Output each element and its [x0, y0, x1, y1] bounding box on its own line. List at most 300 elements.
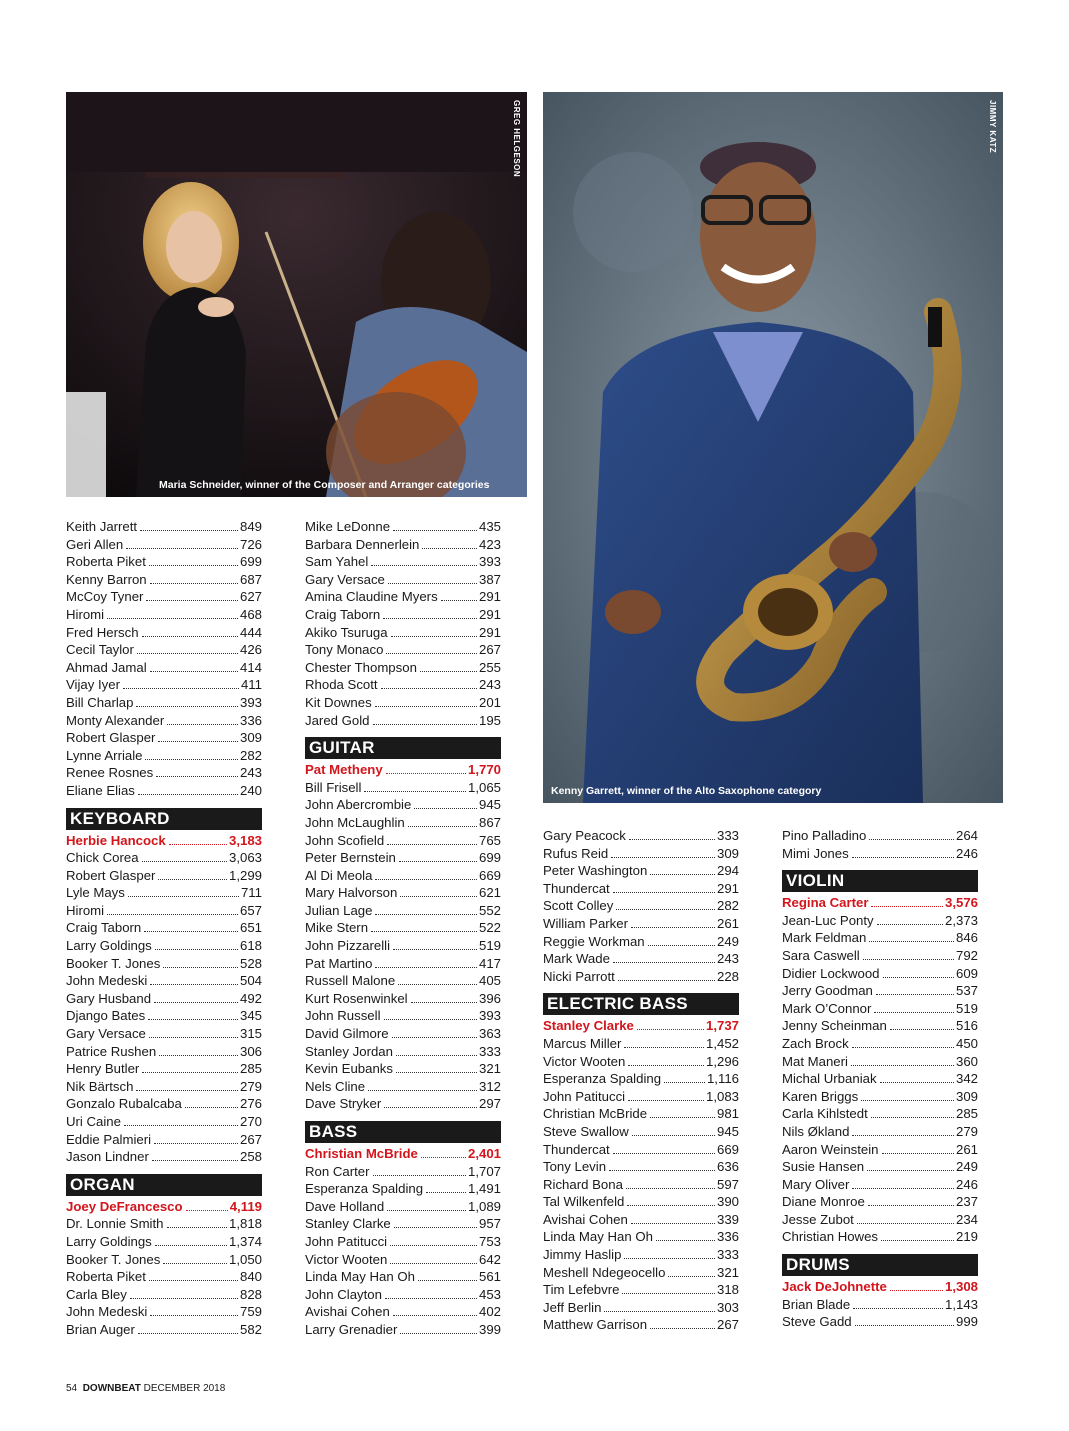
poll-row [305, 624, 501, 642]
poll-row [305, 1060, 501, 1078]
artist-name: Jason Lindner [66, 1149, 149, 1165]
vote-count: 219 [955, 1229, 978, 1245]
artist-name: John Patitucci [543, 1088, 626, 1104]
poll-row [305, 536, 501, 554]
artist-name: Karen Briggs [782, 1088, 859, 1104]
vote-count: 828 [239, 1286, 262, 1302]
vote-count: 657 [239, 902, 262, 918]
artist-name: John Pizzarelli [305, 938, 391, 954]
poll-row [305, 902, 501, 920]
vote-count: 336 [239, 712, 262, 728]
poll-row [66, 849, 262, 867]
vote-count: 255 [478, 659, 501, 675]
dot-leader [390, 1263, 477, 1264]
vote-count: 261 [955, 1141, 978, 1157]
artist-name: Tal Wilkenfeld [543, 1194, 625, 1210]
dot-leader [650, 1117, 715, 1118]
vote-count: 711 [240, 885, 262, 901]
vote-count: 393 [239, 694, 262, 710]
photo-caption: Kenny Garrett, winner of the Alto Saxophone category [551, 785, 822, 797]
dot-leader [138, 1333, 238, 1334]
dot-leader [637, 1029, 704, 1030]
vote-count: 363 [478, 1026, 501, 1042]
dot-leader [387, 1210, 466, 1211]
poll-row [66, 518, 262, 536]
dot-leader [145, 759, 238, 760]
poll-row [305, 676, 501, 694]
photo-kenny-garrett [543, 92, 1003, 803]
vote-count: 333 [716, 828, 739, 843]
artist-name: Jack DeJohnette [782, 1279, 887, 1295]
column-1 [66, 518, 262, 1339]
vote-count: 270 [239, 1114, 262, 1129]
artist-name: Lynne Arriale [66, 747, 143, 763]
poll-row [305, 606, 501, 624]
vote-count: 237 [955, 1194, 978, 1210]
poll-row [305, 1286, 501, 1304]
poll-row [782, 982, 978, 1000]
vote-count: 249 [955, 1159, 978, 1175]
vote-count: 609 [955, 965, 978, 981]
dot-leader [613, 962, 715, 963]
artist-name: Gonzalo Rubalcaba [66, 1096, 182, 1112]
poll-row [782, 1176, 978, 1194]
winner-row [66, 832, 262, 850]
dot-leader [420, 671, 477, 672]
artist-name: John Medeski [66, 1304, 148, 1320]
vote-count: 309 [716, 845, 739, 861]
poll-row [66, 919, 262, 937]
vote-count: 582 [239, 1321, 262, 1337]
artist-name: Pino Palladino [782, 828, 867, 843]
vote-count: 1,050 [228, 1251, 262, 1267]
vote-count: 285 [955, 1106, 978, 1122]
artist-name: Sara Caswell [782, 947, 860, 963]
dot-leader [869, 839, 954, 840]
artist-name: Jared Gold [305, 712, 370, 728]
poll-row [305, 518, 501, 536]
poll-row [305, 641, 501, 659]
vote-count: 2,373 [944, 912, 978, 928]
artist-name: Mark O’Connor [782, 1000, 872, 1016]
dot-leader [628, 1100, 704, 1101]
artist-name: Gary Versace [66, 1026, 146, 1042]
dot-leader [146, 600, 238, 601]
poll-row [305, 814, 501, 832]
dot-leader [149, 1280, 238, 1281]
poll-row [305, 1268, 501, 1286]
poll-row [305, 1043, 501, 1061]
vote-count: 393 [478, 1008, 501, 1024]
artist-name: Aaron Weinstein [782, 1141, 879, 1157]
category-header: BASS [305, 1121, 501, 1143]
poll-row [782, 1017, 978, 1035]
magazine-brand: DOWNBEAT [82, 1383, 141, 1394]
artist-name: Tim Lefebvre [543, 1282, 620, 1298]
vote-count: 342 [955, 1071, 978, 1087]
vote-count: 333 [478, 1043, 501, 1059]
poll-row [305, 1303, 501, 1321]
dot-leader [871, 906, 943, 907]
vote-count: 468 [239, 606, 262, 622]
vote-count: 399 [478, 1321, 501, 1337]
category-header: GUITAR [305, 737, 501, 759]
vote-count: 411 [240, 677, 262, 693]
vote-count: 246 [955, 845, 978, 861]
poll-row [782, 1211, 978, 1229]
poll-row [66, 1268, 262, 1286]
poll-row [305, 1215, 501, 1233]
poll-row [543, 1193, 739, 1211]
poll-row [543, 1070, 739, 1088]
vote-count: 528 [239, 955, 262, 971]
artist-name: Django Bates [66, 1008, 146, 1024]
dot-leader [861, 1100, 954, 1101]
dot-leader [375, 967, 477, 968]
dot-leader [871, 1117, 954, 1118]
artist-name: Linda May Han Oh [543, 1229, 653, 1245]
artist-name: Tony Monaco [305, 642, 384, 658]
poll-row [543, 845, 739, 863]
vote-count: 516 [955, 1018, 978, 1034]
artist-name: Julian Lage [305, 902, 373, 918]
dot-leader [381, 688, 477, 689]
artist-name: Al Di Meola [305, 867, 373, 883]
poll-row [543, 1141, 739, 1159]
poll-row [66, 1095, 262, 1113]
artist-name: Scott Colley [543, 898, 614, 914]
poll-row [543, 897, 739, 915]
artist-name: Thundercat [543, 880, 610, 896]
dot-leader [123, 688, 239, 689]
artist-name: Dave Holland [305, 1198, 385, 1214]
vote-count: 201 [478, 694, 501, 710]
dot-leader [868, 1205, 954, 1206]
vote-count: 336 [716, 1229, 739, 1245]
dot-leader [140, 530, 238, 531]
artist-name: Akiko Tsuruga [305, 624, 388, 640]
vote-count: 627 [239, 589, 262, 605]
dot-leader [375, 879, 477, 880]
artist-name: Pat Martino [305, 955, 373, 971]
poll-row [543, 1088, 739, 1106]
poll-row [305, 867, 501, 885]
poll-row [782, 1296, 978, 1314]
dot-leader [154, 1002, 238, 1003]
vote-count: 390 [716, 1194, 739, 1210]
vote-count: 285 [239, 1061, 262, 1077]
vote-count: 1,308 [944, 1279, 978, 1295]
poll-row [305, 1251, 501, 1269]
artist-name: Gary Versace [305, 571, 385, 587]
dot-leader [882, 1153, 954, 1154]
artist-name: Carla Bley [66, 1286, 127, 1302]
vote-count: 669 [478, 867, 501, 883]
dot-leader [616, 909, 715, 910]
artist-name: John Scofield [305, 832, 385, 848]
vote-count: 360 [955, 1053, 978, 1069]
vote-count: 291 [478, 589, 501, 605]
artist-name: Mark Wade [543, 951, 610, 967]
poll-row [543, 827, 739, 845]
vote-count: 726 [239, 536, 262, 552]
vote-count: 4,119 [229, 1198, 262, 1214]
poll-row [782, 947, 978, 965]
poll-row [543, 880, 739, 898]
vote-count: 1,707 [467, 1163, 501, 1179]
dot-leader [124, 1125, 238, 1126]
vote-count: 234 [955, 1211, 978, 1227]
dot-leader [371, 931, 477, 932]
artist-name: Gary Peacock [543, 828, 626, 843]
artist-name: Dr. Lonnie Smith [66, 1216, 164, 1232]
dot-leader [611, 857, 715, 858]
artist-name: Craig Taborn [305, 606, 381, 622]
poll-row [66, 747, 262, 765]
vote-count: 1,737 [705, 1018, 739, 1034]
poll-row [782, 845, 978, 863]
dot-leader [874, 1012, 954, 1013]
dot-leader [152, 1160, 238, 1161]
dot-leader [626, 1188, 715, 1189]
dot-leader [629, 839, 715, 840]
vote-count: 309 [955, 1088, 978, 1104]
artist-name: Booker T. Jones [66, 955, 161, 971]
poll-row [66, 972, 262, 990]
poll-row [305, 588, 501, 606]
poll-row [305, 1025, 501, 1043]
dot-leader [632, 1135, 715, 1136]
poll-row [305, 919, 501, 937]
poll-row [305, 553, 501, 571]
vote-count: 321 [716, 1264, 739, 1280]
dot-leader [163, 967, 238, 968]
dot-leader [883, 977, 954, 978]
dot-leader [890, 1029, 954, 1030]
poll-row [66, 902, 262, 920]
vote-count: 1,065 [467, 779, 501, 795]
poll-row [305, 1180, 501, 1198]
poll-row [66, 571, 262, 589]
poll-row [66, 1078, 262, 1096]
artist-name: William Parker [543, 915, 628, 931]
vote-count: 519 [955, 1000, 978, 1016]
dot-leader [399, 861, 477, 862]
dot-leader [130, 1298, 238, 1299]
artist-name: Carla Kihlstedt [782, 1106, 868, 1122]
poll-row [305, 972, 501, 990]
artist-name: Victor Wooten [543, 1053, 626, 1069]
vote-count: 981 [716, 1106, 739, 1122]
poll-row [782, 1158, 978, 1176]
vote-count: 258 [239, 1149, 262, 1165]
dot-leader [650, 874, 715, 875]
photo-image [543, 92, 1003, 803]
artist-name: Robert Glasper [66, 867, 156, 883]
dot-leader [158, 879, 227, 880]
dot-leader [383, 618, 477, 619]
artist-name: Nels Cline [305, 1078, 366, 1094]
dot-leader [422, 548, 477, 549]
photo-credit: JIMMY KATZ [988, 100, 997, 154]
vote-count: 249 [716, 933, 739, 949]
poll-row [543, 968, 739, 986]
poll-row [782, 1070, 978, 1088]
dot-leader [852, 1135, 954, 1136]
vote-count: 3,063 [228, 850, 262, 866]
vote-count: 792 [955, 947, 978, 963]
poll-row [66, 712, 262, 730]
vote-count: 3,576 [944, 895, 978, 911]
artist-name: John Abercrombie [305, 797, 412, 813]
poll-row [66, 1233, 262, 1251]
dot-leader [126, 548, 238, 549]
artist-name: Chick Corea [66, 850, 139, 866]
vote-count: 753 [478, 1233, 501, 1249]
poll-row [305, 1233, 501, 1251]
dot-leader [668, 1276, 715, 1277]
vote-count: 321 [478, 1061, 501, 1077]
artist-name: Brian Auger [66, 1321, 135, 1337]
artist-name: Diane Monroe [782, 1194, 865, 1210]
poll-row [543, 1316, 739, 1334]
dot-leader [613, 1153, 715, 1154]
poll-row [66, 1113, 262, 1131]
dot-leader [396, 1055, 477, 1056]
artist-name: Mimi Jones [782, 845, 849, 861]
dot-leader [384, 1019, 477, 1020]
vote-count: 333 [716, 1247, 739, 1263]
photo-image [66, 92, 527, 497]
vote-count: 999 [955, 1314, 978, 1330]
vote-count: 282 [239, 747, 262, 763]
artist-name: John Medeski [66, 973, 148, 989]
dot-leader [107, 914, 238, 915]
poll-row [782, 1123, 978, 1141]
poll-row [782, 1313, 978, 1331]
artist-name: Nils Økland [782, 1123, 850, 1139]
poll-row [66, 764, 262, 782]
vote-count: 849 [239, 519, 262, 534]
artist-name: Stanley Clarke [305, 1216, 391, 1232]
artist-name: Jean-Luc Ponty [782, 912, 874, 928]
vote-count: 426 [239, 642, 262, 658]
poll-row [782, 1000, 978, 1018]
artist-name: Linda May Han Oh [305, 1269, 415, 1285]
vote-count: 759 [239, 1304, 262, 1320]
dot-leader [156, 776, 238, 777]
dot-leader [414, 808, 477, 809]
vote-count: 492 [239, 990, 262, 1006]
vote-count: 423 [478, 536, 501, 552]
vote-count: 1,296 [705, 1053, 739, 1069]
poll-row [305, 1095, 501, 1113]
dot-leader [128, 896, 239, 897]
vote-count: 1,116 [706, 1071, 739, 1087]
artist-name: Hiromi [66, 606, 105, 622]
poll-row [66, 884, 262, 902]
dot-leader [855, 1325, 954, 1326]
poll-row [66, 867, 262, 885]
dot-leader [396, 1072, 477, 1073]
vote-count: 504 [239, 973, 262, 989]
category-header: KEYBOARD [66, 808, 262, 830]
dot-leader [398, 984, 477, 985]
dot-leader [411, 1002, 477, 1003]
artist-name: Lyle Mays [66, 885, 125, 901]
vote-count: 867 [478, 814, 501, 830]
dot-leader [890, 1290, 943, 1291]
artist-name: Henry Butler [66, 1061, 140, 1077]
vote-count: 444 [239, 624, 262, 640]
vote-count: 957 [478, 1216, 501, 1232]
poll-row [543, 1264, 739, 1282]
poll-row [543, 933, 739, 951]
artist-name: Susie Hansen [782, 1159, 865, 1175]
dot-leader [169, 844, 227, 845]
poll-row [66, 1148, 262, 1166]
vote-count: 393 [478, 554, 501, 570]
poll-row [305, 694, 501, 712]
dot-leader [876, 994, 954, 995]
poll-row [66, 588, 262, 606]
artist-name: Booker T. Jones [66, 1251, 161, 1267]
poll-row [66, 1025, 262, 1043]
artist-name: Patrice Rushen [66, 1043, 157, 1059]
dot-leader [851, 1065, 954, 1066]
vote-count: 303 [716, 1299, 739, 1315]
vote-count: 1,374 [228, 1233, 262, 1249]
poll-row [66, 1215, 262, 1233]
poll-row [66, 694, 262, 712]
vote-count: 264 [955, 828, 978, 843]
column-2 [305, 518, 501, 1339]
vote-count: 1,083 [705, 1088, 739, 1104]
dot-leader [394, 1227, 477, 1228]
vote-count: 297 [478, 1096, 501, 1112]
artist-name: Bill Charlap [66, 694, 134, 710]
poll-row [543, 1123, 739, 1141]
winner-row [66, 1198, 262, 1216]
artist-name: Christian McBride [543, 1106, 648, 1122]
artist-name: Amina Claudine Myers [305, 589, 438, 605]
dot-leader [853, 1308, 943, 1309]
artist-name: Mark Feldman [782, 930, 867, 946]
dot-leader [368, 1090, 477, 1091]
artist-name: Monty Alexander [66, 712, 165, 728]
poll-row [782, 965, 978, 983]
artist-name: Larry Goldings [66, 1233, 152, 1249]
poll-row [305, 849, 501, 867]
vote-count: 240 [239, 782, 262, 798]
vote-count: 618 [239, 938, 262, 954]
dot-leader [386, 773, 466, 774]
artist-name: Sam Yahel [305, 554, 369, 570]
poll-row [66, 659, 262, 677]
artist-name: David Gilmore [305, 1026, 389, 1042]
artist-name: Mary Halvorson [305, 885, 398, 901]
artist-name: Larry Grenadier [305, 1321, 398, 1337]
artist-name: Thundercat [543, 1141, 610, 1157]
artist-name: Victor Wooten [305, 1251, 388, 1267]
artist-name: Ron Carter [305, 1163, 370, 1179]
dot-leader [144, 931, 238, 932]
vote-count: 699 [239, 554, 262, 570]
vote-count: 294 [716, 863, 739, 879]
poll-row [305, 937, 501, 955]
dot-leader [107, 618, 238, 619]
artist-name: John McLaughlin [305, 814, 405, 830]
